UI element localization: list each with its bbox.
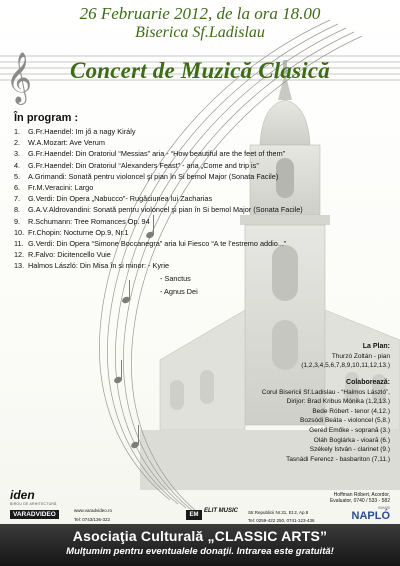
collaborator-line: Székely István - clarinet (9.)	[309, 446, 390, 454]
program-list	[14, 126, 394, 298]
program-item-text: G.A.V.Aldrovandini: Sonată pentru violoncel şi pian în Si bemol Major (Sonata Facile)	[28, 205, 303, 215]
program-item-text: W.A.Mozart: Ave Verum	[28, 138, 105, 148]
program-item-text: R.Schumann: Tree Romances Op. 94	[28, 216, 150, 226]
program-sub-item: - Sanctus	[160, 273, 191, 283]
hoffman-line: Hoffman Róbert, Acordor,	[333, 492, 390, 498]
footer-banner	[0, 524, 400, 566]
program-item-text: G.Fr.Haendel: Din Oratoriul “Messias” aria - “How beautiful are the feet of them”	[28, 149, 286, 159]
plan-line: (1,2,3,4,5,6,7,8,9,10,11,12,13.)	[301, 362, 390, 370]
den-logo: iden	[10, 488, 35, 502]
program-item	[14, 126, 394, 137]
collaborator-line: Dirijor: Brad Kribus Mónika (1,2,13.)	[286, 398, 390, 406]
program-item-text: R.Falvo: Dicitencello Vuie	[28, 250, 111, 260]
program-item-number: 6.	[14, 183, 21, 193]
program-item	[14, 238, 394, 249]
collaborators-heading: Colaborează:	[346, 379, 390, 386]
association-name: Asociaţia Culturală „CLASSIC ARTS”	[72, 528, 328, 544]
naplo-subtitle: BIHARI	[378, 506, 390, 510]
den-subtitle: BIROU DE ARHITECTURĂ	[10, 502, 57, 506]
program-item	[14, 160, 394, 171]
program-item-text: G.Verdi: Din Opera „Nabucco”- Rugăciunea lui Zacharias	[28, 194, 213, 204]
program-item-number: 13.	[14, 261, 25, 271]
collaborator-line: Oláh Boglárka - vioară (6.)	[313, 436, 390, 444]
hoffman-credit	[330, 492, 390, 504]
concert-title: Concert de Muzică Clasică	[70, 58, 330, 83]
program-item	[14, 148, 394, 159]
program-item-number: 7.	[14, 194, 21, 204]
program-item-number: 1.	[14, 127, 21, 136]
program-item	[14, 260, 394, 271]
program-item-text: Fr.M.Veracini: Largo	[28, 183, 94, 193]
program-heading: În program :	[14, 112, 79, 124]
program-item-text: G.Fr.Haendel: Din Oratoriul “Alexanders Feast” - aria „Come and trip is”	[28, 160, 259, 170]
program-sub-item: - Agnus Dei	[160, 286, 198, 296]
program-item	[14, 171, 394, 182]
program-item-number: 12.	[14, 250, 25, 260]
program-item-number: 3.	[14, 149, 21, 159]
program-item-number: 11.	[14, 239, 24, 249]
treble-clef-icon: 𝄞	[6, 52, 33, 103]
varadvideo-logo: VARADVIDEO	[10, 510, 59, 519]
plan-heading: La Plan:	[362, 343, 390, 350]
plan-block	[301, 342, 390, 371]
collaborator-line: Corul Bisericii Sf.Ladislau - “Halmos László”,	[261, 388, 390, 396]
program-item-number: 2.	[14, 138, 21, 148]
program-item	[14, 204, 394, 215]
event-date: 26 Februarie 2012, de la ora 18.00	[79, 4, 321, 23]
collaborator-line: Bozsódi Beáta - violoncel (5,8.)	[300, 417, 390, 425]
elit-music-logo-icon: EM	[186, 510, 202, 520]
program-item-text: Fr.Chopin: Nocturne Op.9, Nr.1	[28, 227, 129, 237]
thanks-line: Mulţumim pentru eventualele donaţii. Intrarea este gratuită!	[66, 546, 334, 557]
program-item-text: G.Fr.Haendel: Im jő a nagy Király	[28, 127, 136, 136]
program-item	[14, 216, 394, 227]
program-item	[14, 137, 394, 148]
program-item	[14, 193, 394, 204]
collaborator-line: Geréd Emőke - soprană (3.)	[309, 426, 390, 434]
program-item-text: G.Verdi: Din Opera “Simone Boccanegra” aria lui Fiesco “A te l’estremo addio...”	[28, 239, 287, 249]
program-item-number: 4.	[14, 160, 21, 170]
collaborator-line: Bede Róbert - tenor (4,12.)	[312, 407, 390, 415]
program-item-number: 9.	[14, 216, 21, 226]
program-item-number: 5.	[14, 171, 21, 181]
program-item-number: 10.	[14, 227, 25, 237]
program-item-number: 8.	[14, 205, 21, 215]
elit-music-address: Str.Republicii Nr.31, Et.2, Ap.8	[248, 510, 309, 515]
varadvideo-url: www.varadvideo.ro	[74, 508, 113, 513]
collaborator-line: Tasnádi Ferencz - basbariton (7,11.)	[286, 455, 390, 463]
hoffman-line: Evaluator, 0740 / 533 - 582	[329, 498, 390, 505]
varadvideo-phone: Tel: 0743/136-322	[74, 517, 111, 522]
collaborators-block	[262, 378, 390, 464]
program-item	[14, 182, 394, 193]
sponsor-logos	[10, 488, 390, 524]
program-item	[14, 249, 394, 260]
event-venue: Biserica Sf.Ladislau	[135, 24, 265, 41]
program-item-text: Halmos László: Din Misa în si minor: - Kyrie	[28, 261, 170, 271]
elit-music-phone: Tel: 0259-422 250, 0741-123-436	[248, 518, 315, 523]
elit-music-name: ELIT MUSIC	[204, 508, 238, 514]
program-item	[14, 227, 394, 238]
naplo-logo: NAPLÓ	[351, 510, 390, 522]
program-item-text: A.Grimandi: Sonată pentru violoncel şi pian în Si bemol Major (Sonata Facile)	[28, 171, 279, 181]
plan-line: Thurzó Zoltán - pian	[331, 352, 390, 360]
